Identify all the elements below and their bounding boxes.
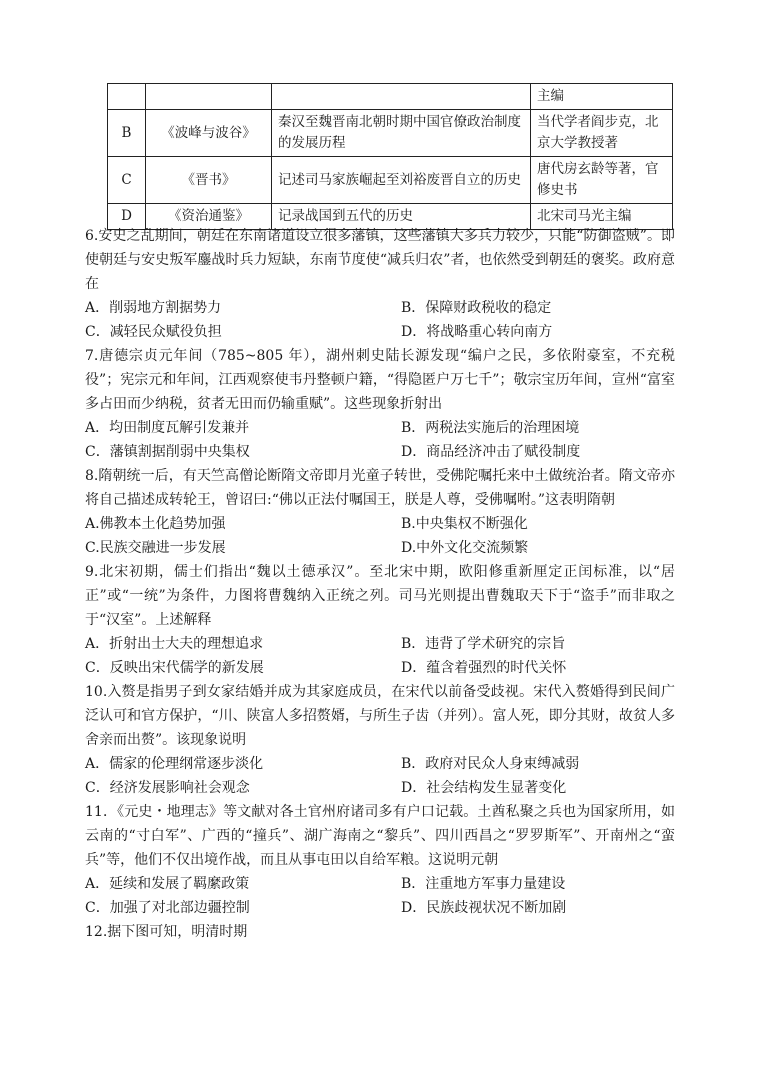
option-d: D．社会结构发生显著变化 [401,780,567,796]
option-b: B．违背了学术研究的宗旨 [401,636,566,652]
book-author: 当代学者阎步克，北京大学教授著 [531,110,673,157]
option-a: A．均田制度瓦解引发兼并 [85,420,250,436]
row-label: C [108,157,146,204]
book-content [272,84,531,110]
option-c: C．藩镇割据削弱中央集权 [85,444,250,460]
option-c: C．减轻民众赋役负担 [85,324,222,340]
row-label: D [108,204,146,230]
options [85,752,675,800]
question-stem: 7.唐德宗贞元年间（785~805 年），湖州刺史陆长源发现“编户之民，多依附豪室，不充税役”；宪宗元和年间，江西观察使韦丹整顿户籍，“得隐匿户万七千”；敬宗宝历年间，宣州“富室多占田而少纳税，贫者无田而仍输重赋”。这些现象折射出 [85,348,675,412]
question-stem: 10.入赘是指男子到女家结婚并成为其家庭成员，在宋代以前备受歧视。宋代入赘婚得到民间广泛认可和官方保护，“川、陕富人多招赘婿，与所生子齿（并列）。富人死，即分其财，故贫人多舍亲而出赘”。该现象说明 [85,684,675,748]
book-author: 唐代房玄龄等著，官修史书 [531,157,673,204]
option-c: C．反映出宋代儒学的新发展 [85,660,264,676]
option-b: B．注重地方军事力量建设 [401,876,566,892]
options [85,632,675,680]
option-b: B．两税法实施后的治理困境 [401,420,580,436]
options [85,296,675,344]
question-stem: 9.北宋初期，儒士们指出“魏以土德承汉”。至北宋中期，欧阳修重新厘定正闰标准，以“居正”或“一统”为条件，力图将曹魏纳入正统之列。司马光则提出曹魏取天下于“盗手”而非取之于“汉室”。上述解释 [85,564,675,628]
question-12 [85,920,675,944]
option-a: A．削弱地方割据势力 [85,300,222,316]
question-7 [85,344,675,464]
book-content: 秦汉至魏晋南北朝时期中国官僚政治制度的发展历程 [272,110,531,157]
options [85,416,675,464]
book-title [146,84,272,110]
book-author: 北宋司马光主编 [531,204,673,230]
book-title: 《波峰与波谷》 [146,110,272,157]
question-9 [85,560,675,680]
row-label: B [108,110,146,157]
question-6 [85,224,675,344]
question-11 [85,800,675,920]
option-a: A．折射出士大夫的理想追求 [85,636,264,652]
option-a: A．延续和发展了羁縻政策 [85,876,250,892]
options [85,872,675,920]
question-stem: 11．《元史・地理志》等文献对各土官州府诸司多有户口记载。土酋私聚之兵也为国家所用，如云南的“寸白军”、广西的“撞兵”、湖广海南之“黎兵”、四川西昌之“罗罗斯军”、开南州之“蛮兵”等，他们不仅出境作战，而且从事屯田以自给军粮。这说明元朝 [85,804,675,868]
table-row [108,110,673,157]
option-c: C.民族交融进一步发展 [85,540,226,556]
table-row [108,84,673,110]
row-label [108,84,146,110]
book-title: 《资治通鉴》 [146,204,272,230]
question-8 [85,464,675,560]
question-stem: 12.据下图可知，明清时期 [85,924,248,940]
option-c: C．经济发展影响社会观念 [85,780,250,796]
option-d: D.中外文化交流频繁 [401,540,529,556]
option-d: D．商品经济冲击了赋役制度 [401,444,581,460]
option-a: A.佛教本土化趋势加强 [85,516,226,532]
table-row [108,157,673,204]
question-list [85,224,675,944]
book-title: 《晋书》 [146,157,272,204]
question-stem: 8.隋朝统一后，有天竺高僧论断隋文帝即月光童子转世，受佛陀嘱托来中土做统治者。隋文帝亦将自己描述成转轮王，曾诏曰:“佛以正法付嘱国王，朕是人尊，受佛嘱咐。”这表明隋朝 [85,468,675,508]
source-table [107,83,673,230]
option-a: A．儒家的伦理纲常逐步淡化 [85,756,264,772]
question-stem: 6.安史之乱期间，朝廷在东南诸道设立很多藩镇，这些藩镇大多兵力较少，只能“防御盗贼”。即使朝廷与安史叛军鏖战时兵力短缺，东南节度使“减兵归农”者，也依然受到朝廷的褒奖。政府意在 [85,228,675,292]
option-d: D．将战略重心转向南方 [401,324,553,340]
book-content: 记录战国到五代的历史 [272,204,531,230]
option-b: B．保障财政税收的稳定 [401,300,552,316]
book-content: 记述司马家族崛起至刘裕废晋自立的历史 [272,157,531,204]
option-d: D．民族歧视状况不断加剧 [401,900,567,916]
options [85,512,675,560]
option-c: C．加强了对北部边疆控制 [85,900,250,916]
option-b: B.中央集权不断强化 [401,516,528,532]
option-b: B．政府对民众人身束缚减弱 [401,756,580,772]
book-author: 主编 [531,84,673,110]
question-10 [85,680,675,800]
option-d: D．蕴含着强烈的时代关怀 [401,660,567,676]
